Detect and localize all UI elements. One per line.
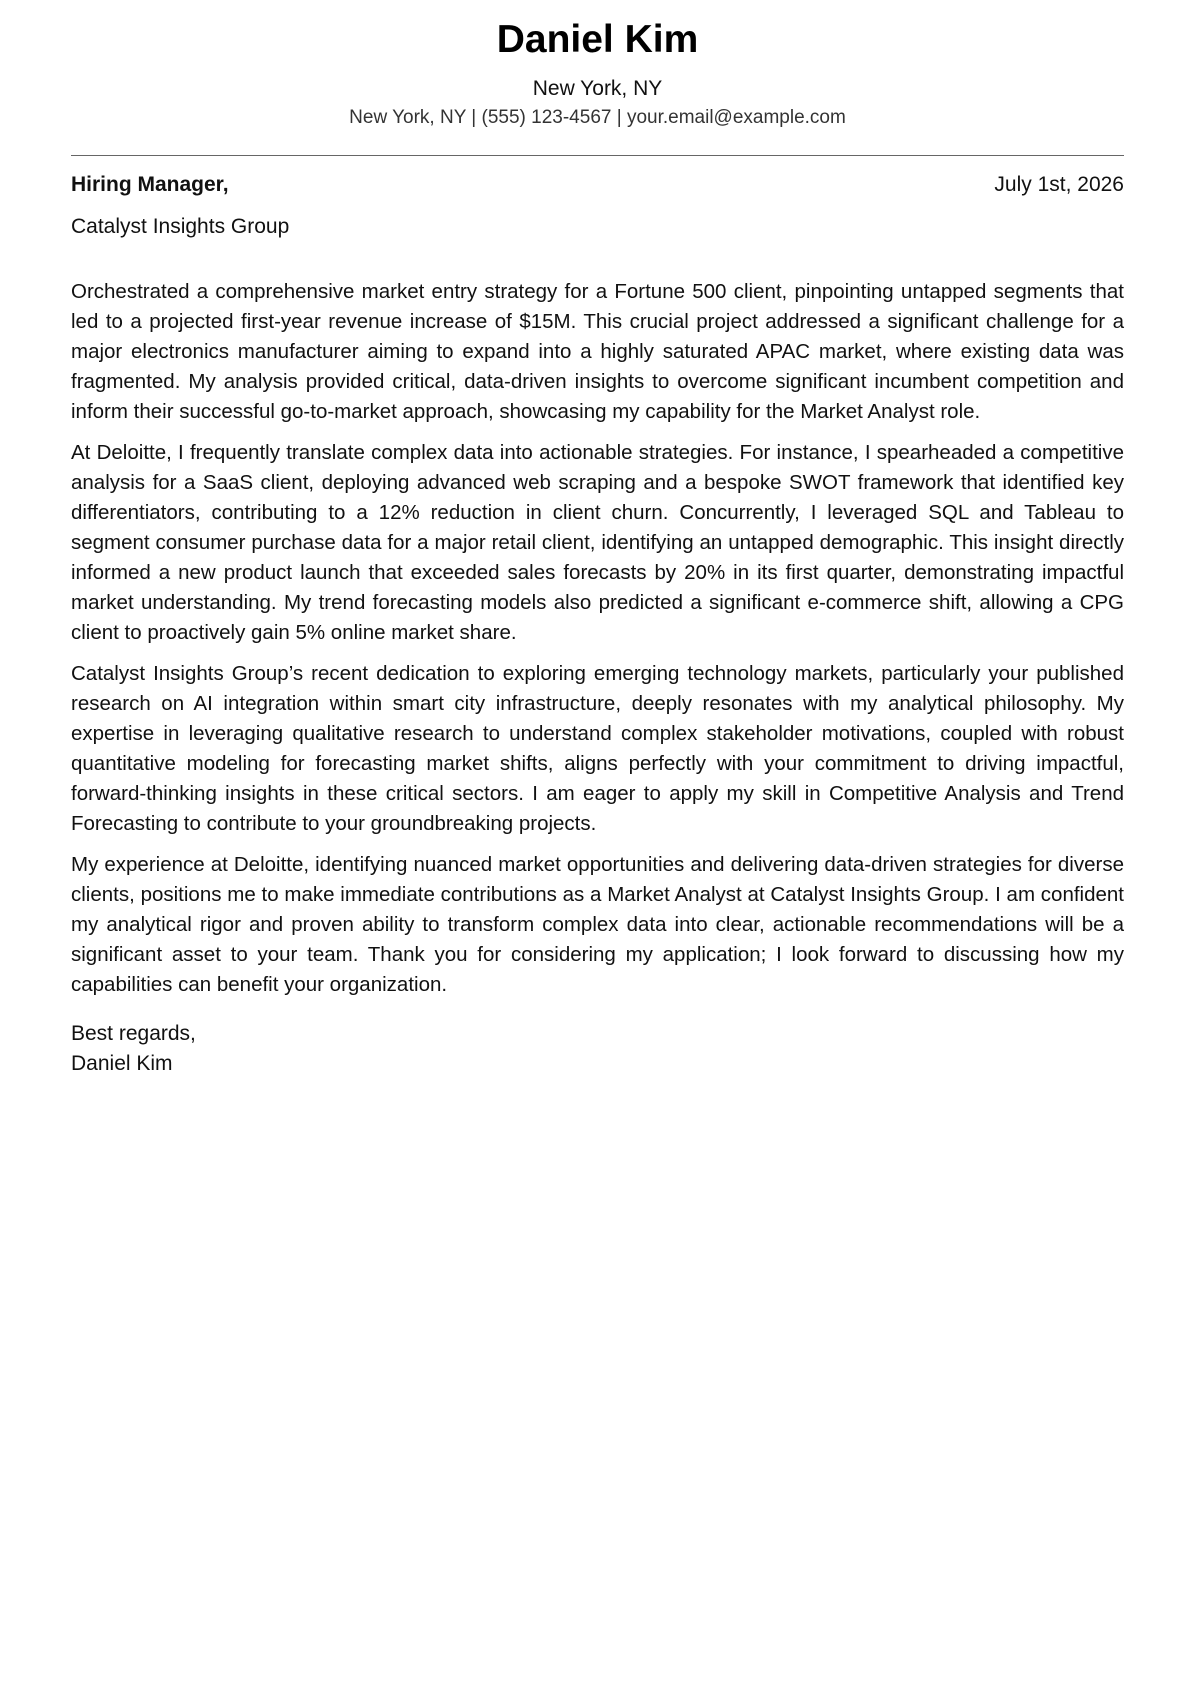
body-paragraph: At Deloitte, I frequently translate complex data into actionable strategies. For instance, I spearheaded a competitive analysis for a SaaS client, deploying advanced web scraping and a bespoke SWOT framework that identified key differentiators, contributing to a 12% reduction in client churn. Concurrently, I leveraged SQL and Tableau to segment consumer purchase data for a major retail client, identifying an untapped demographic. This insight directly informed a new product launch that exceeded sales forecasts by 20% in its first quarter, demonstrating impactful market understanding. My trend forecasting models also predicted a significant e-commerce shift, allowing a CPG client to proactively gain 5% online market share. [71, 441, 1124, 644]
recipient-company: Catalyst Insights Group [71, 215, 290, 238]
applicant-name: Daniel Kim [496, 18, 699, 61]
applicant-location: New York, NY [532, 77, 663, 100]
body-paragraph: Catalyst Insights Group’s recent dedication to exploring emerging technology markets, particularly your published research on AI integration within smart city infrastructure, deeply resonates with my analytical philosophy. My expertise in leveraging qualitative research to understand complex stakeholder motivations, coupled with robust quantitative modeling for forecasting market shifts, aligns perfectly with your commitment to driving impactful, forward-thinking insights in these critical sectors. I am eager to apply my skill in Competitive Analysis and Trend Forecasting to contribute to your groundbreaking projects. [71, 662, 1124, 835]
letter-header [71, 0, 1124, 130]
cover-letter-page [71, 0, 1124, 1079]
letter-body [71, 277, 1124, 1000]
letter-closing [71, 1019, 1124, 1079]
body-paragraph: My experience at Deloitte, identifying nuanced market opportunities and delivering data-driven strategies for diverse clients, positions me to make immediate contributions as a Market Analyst at Catalyst Insights Group. I am confident my analytical rigor and proven ability to transform complex data into clear, actionable recommendations will be a significant asset to your team. Thank you for considering my application; I look forward to discussing how my capabilities can benefit your organization. [71, 853, 1124, 996]
contact-line: New York, NY | (555) 123-4567 | your.email@example.com [349, 107, 846, 128]
header-divider [71, 155, 1124, 156]
salutation: Hiring Manager, [71, 173, 229, 196]
closing-phrase: Best regards, [71, 1022, 196, 1045]
recipient-row [71, 172, 1124, 198]
signature-name: Daniel Kim [71, 1052, 173, 1075]
body-paragraph: Orchestrated a comprehensive market entry strategy for a Fortune 500 client, pinpointing untapped segments that led to a projected first-year revenue increase of $15M. This crucial project addressed a significant challenge for a major electronics manufacturer aiming to expand into a highly saturated APAC market, where existing data was fragmented. My analysis provided critical, data-driven insights to overcome significant incumbent competition and inform their successful go-to-market approach, showcasing my capability for the Market Analyst role. [71, 280, 1124, 423]
letter-date: July 1st, 2026 [994, 173, 1124, 196]
